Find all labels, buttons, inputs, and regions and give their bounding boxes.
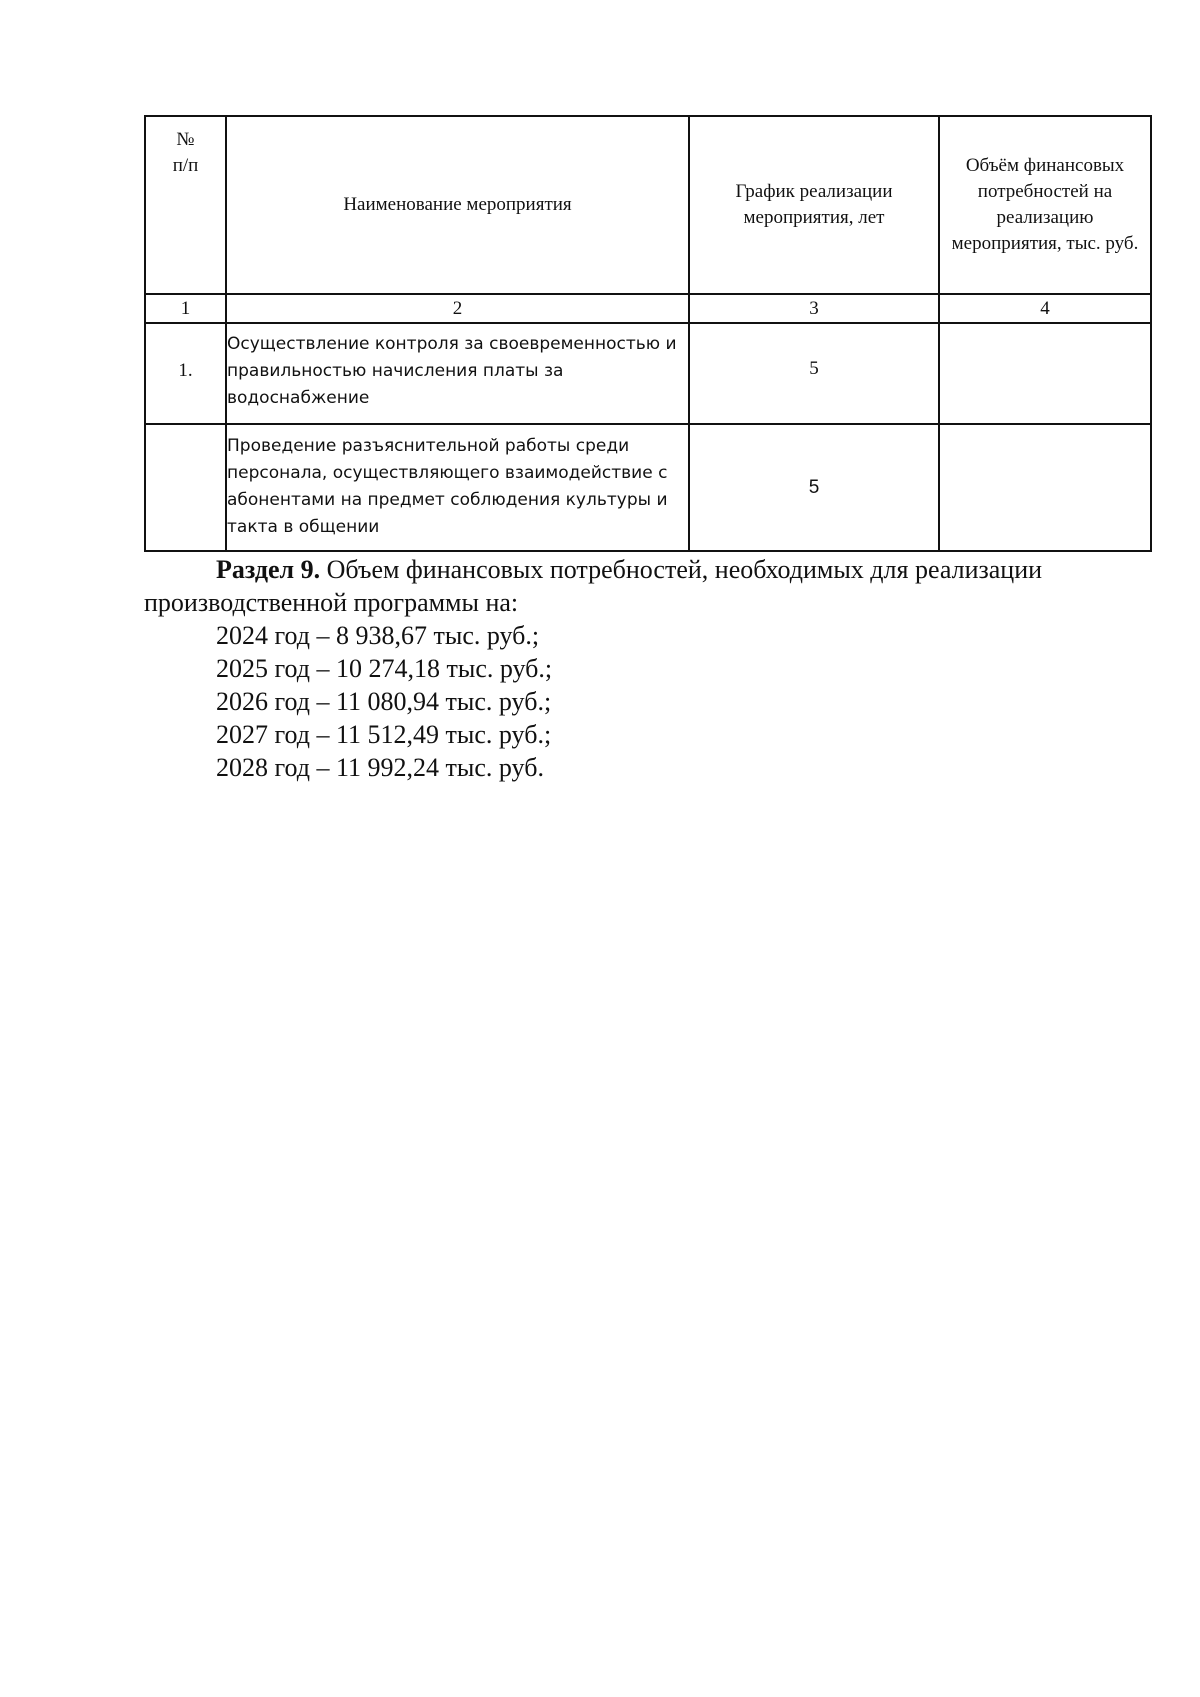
row-schedule: 5 (689, 323, 939, 424)
header-number-abbr: п/п (172, 155, 199, 176)
section-9 (144, 553, 1154, 784)
header-schedule (689, 116, 939, 294)
table-row (145, 424, 1151, 551)
table-header-row (145, 116, 1151, 294)
index-cell: 4 (939, 294, 1151, 323)
year-amount-line: 2026 год – 11 080,94 тыс. руб.; (216, 687, 552, 716)
row-measure-name: Проведение разъяснительной работы среди персонала, осуществляющего взаимодействие с абонентами на предмет соблюдения культуры и такта в общении (226, 424, 689, 551)
measures-table (144, 115, 1152, 552)
row-schedule: 5 (689, 424, 939, 551)
year-amount-line: 2027 год – 11 512,49 тыс. руб.; (216, 720, 552, 749)
year-amount-line: 2028 год – 11 992,24 тыс. руб. (216, 753, 544, 782)
table-row (145, 323, 1151, 424)
section-9-paragraph (144, 553, 1154, 619)
header-finance-text: Объём финансовых потребностей на реализацию мероприятия, тыс. руб. (951, 155, 1139, 254)
index-cell: 3 (689, 294, 939, 323)
row-finance (939, 323, 1151, 424)
section-9-label: Раздел 9. (216, 555, 321, 584)
table-index-row (145, 294, 1151, 323)
header-schedule-text: График реализации мероприятия, лет (735, 181, 893, 228)
index-cell: 1 (145, 294, 226, 323)
header-finance (939, 116, 1151, 294)
header-number-sign: № (176, 129, 195, 150)
header-name: Наименование мероприятия (226, 116, 689, 294)
row-measure-name: Осуществление контроля за своевременностью и правильностью начисления платы за водоснабжение (226, 323, 689, 424)
row-finance (939, 424, 1151, 551)
year-amount-line: 2025 год – 10 274,18 тыс. руб.; (216, 654, 553, 683)
year-amount-line: 2024 год – 8 938,67 тыс. руб.; (216, 621, 540, 650)
row-number: 1. (145, 323, 226, 424)
row-number (145, 424, 226, 551)
index-cell: 2 (226, 294, 689, 323)
header-number (145, 116, 226, 294)
section-9-text: Объем финансовых потребностей, необходимых для реализации производственной программы на: (144, 555, 1043, 617)
